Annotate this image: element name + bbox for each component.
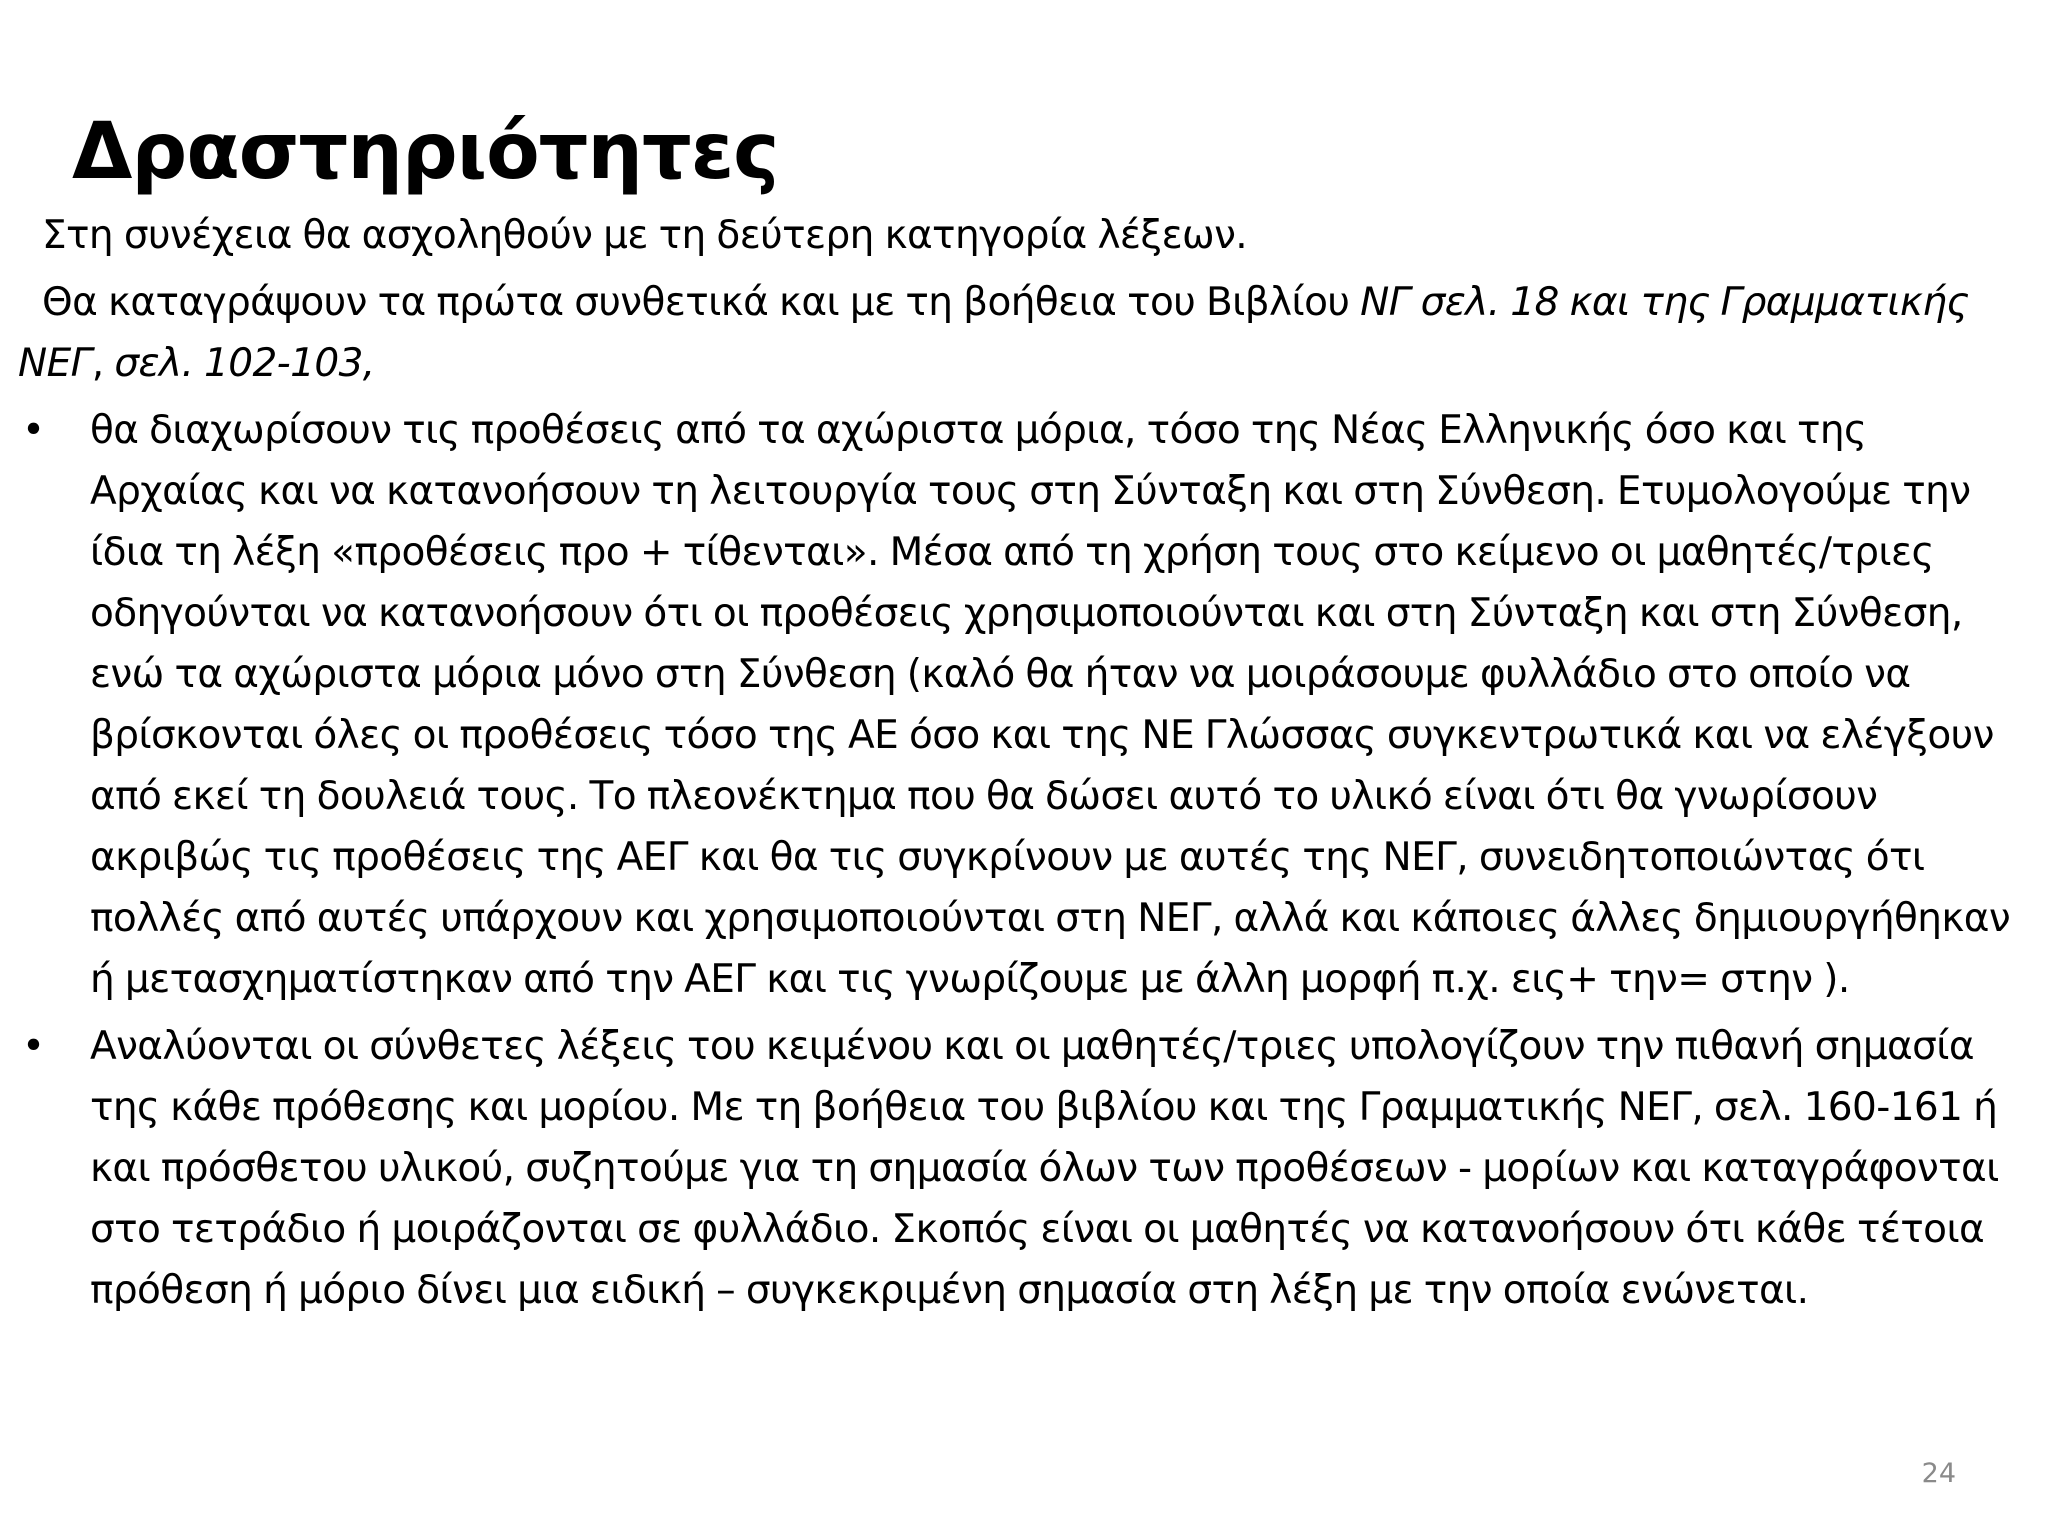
sources-text: Θα καταγράψουν τα πρώτα συνθετικά και με τη βοήθεια του Βιβλίου bbox=[42, 280, 1361, 325]
bullet-icon: • bbox=[22, 1024, 45, 1069]
bullet-list bbox=[18, 400, 2028, 1321]
sources-italic-pages: σελ. 102-103, bbox=[114, 341, 375, 386]
sources-separator: , bbox=[91, 341, 115, 386]
slide-title: Δραστηριότητες bbox=[72, 107, 779, 197]
sources-paragraph bbox=[18, 272, 2028, 394]
page-number: 24 bbox=[1921, 1458, 1956, 1489]
bullet-text: θα διαχωρίσουν τις προθέσεις από τα αχώριστα μόρια, τόσο της Νέας Ελληνικής όσο και της Αρχαίας και να κατανοήσουν τη λειτουργία τους στη Σύνταξη και στη Σύνθεση. Ετυμολογούμε την ίδια τη λέξη «προθέσεις προ + τίθενται». Μέσα από τη χρήση τους στο κείμενο οι μαθητές/τριες οδηγούνται να κατανοήσουν ότι οι προθέσεις χρησιμοποιούνται και στη Σύνταξη και στη Σύνθεση, ενώ τα αχώριστα μόρια μόνο στη Σύνθεση (καλό θα ήταν να μοιράσουμε φυλλάδιο στο οποίο να βρίσκονται όλες οι προθέσεις τόσο της ΑΕ όσο και της ΝΕ Γλώσσας συγκεντρωτικά και να ελέγξουν από εκεί τη δουλειά τους. Το πλεονέκτημα που θα δώσει αυτό το υλικό είναι ότι θα γνωρίσουν ακριβώς τις προθέσεις της ΑΕΓ και θα τις συγκρίνουν με αυτές της ΝΕΓ, συνειδητοποιώντας ότι πολλές από αυτές υπάρχουν και χρησιμοποιούνται στη ΝΕΓ, αλλά και κάποιες άλλες δημιουργήθηκαν ή μετασχηματίστηκαν από την ΑΕΓ και τις γνωρίζουμε με άλλη μορφή π.χ. εις+ την= στην ). bbox=[90, 408, 2011, 1002]
sources-italic-ref: ΝΓ σελ. 18 και της Γραμματικής ΝΕΓ bbox=[18, 280, 1969, 386]
list-item bbox=[18, 400, 2028, 1010]
bullet-text: Αναλύονται οι σύνθετες λέξεις του κειμένου και οι μαθητές/τριες υπολογίζουν την πιθανή σημασία της κάθε πρόθεσης και μορίου. Με τη βοήθεια του βιβλίου και της Γραμματικής ΝΕΓ, σελ. 160-161 ή και πρόσθετου υλικού, συζητούμε για τη σημασία όλων των προθέσεων - μορίων και καταγράφονται στο τετράδιο ή μοιράζονται σε φυλλάδιο. Σκοπός είναι οι μαθητές να κατανοήσουν ότι κάθε τέτοια πρόθεση ή μόριο δίνει μια ειδική – συγκεκριμένη σημασία στη λέξη με την οποία ενώνεται. bbox=[90, 1024, 1999, 1313]
intro-paragraph: Στη συνέχεια θα ασχοληθούν με τη δεύτερη κατηγορία λέξεων. bbox=[42, 213, 1248, 258]
bullet-icon: • bbox=[22, 408, 45, 453]
slide-body bbox=[18, 205, 2028, 1321]
list-item bbox=[18, 1016, 2028, 1321]
